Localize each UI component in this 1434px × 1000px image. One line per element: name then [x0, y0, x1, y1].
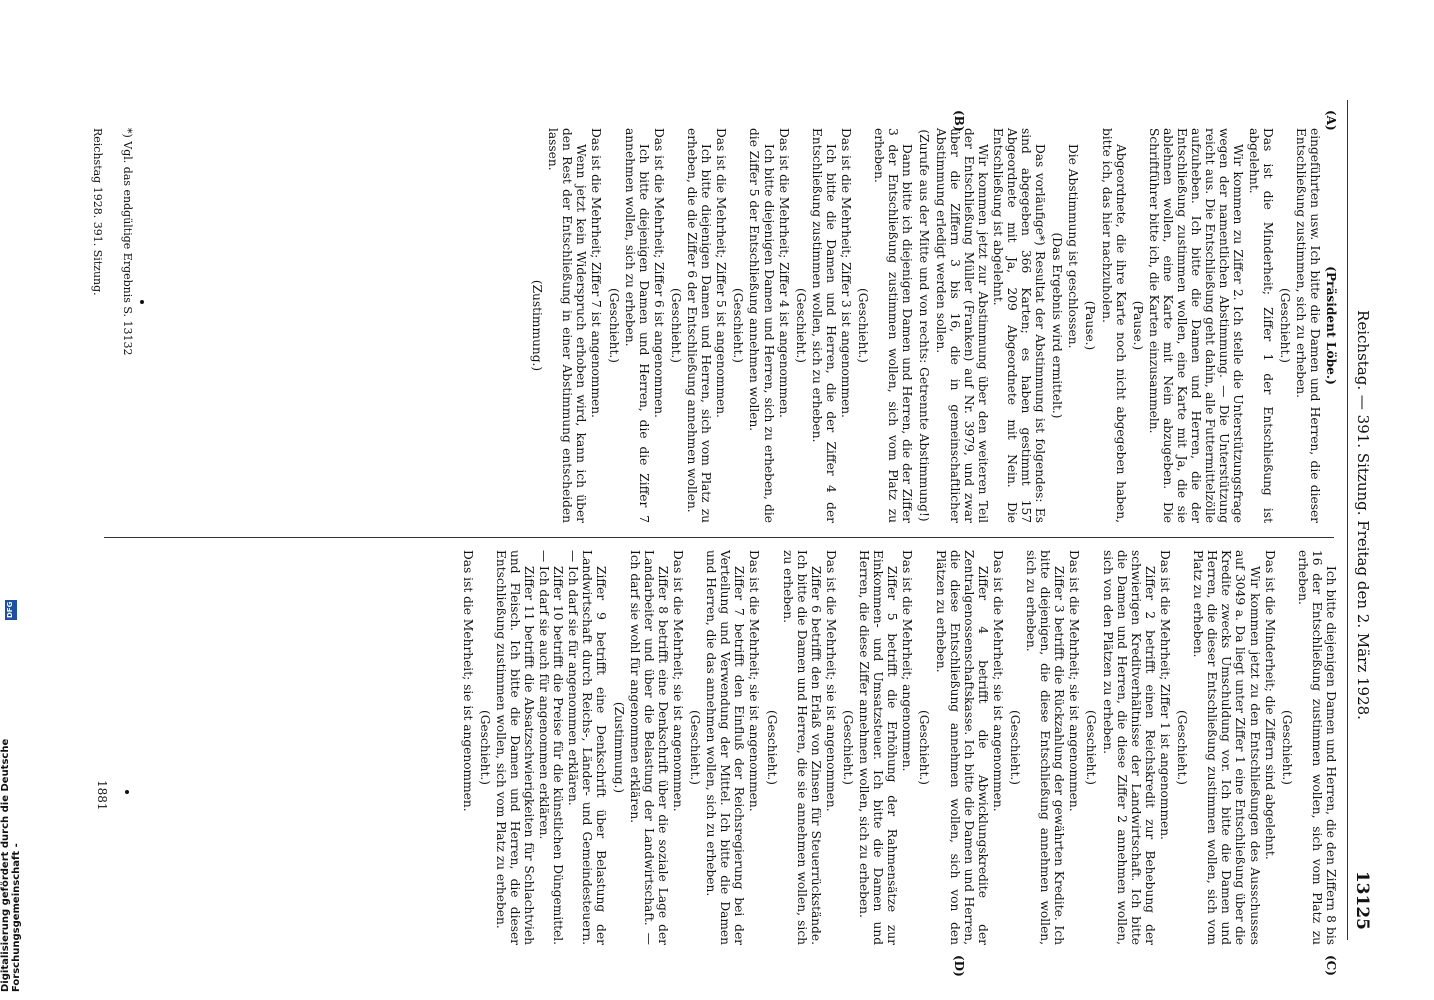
right-paragraph: Ziffer 8 betrifft eine Denkschrift über die soziale Lage der Landarbeiter und über die Belastung der Landwirtschaft. — Ich darf sie wohl für angenommen erklären. [627, 550, 670, 945]
left-paragraph: Das ist die Minderheit; Ziffer 1 der Entschließung ist abgelehnt. [1246, 128, 1275, 523]
left-paragraph: Das ist die Mehrheit; Ziffer 5 ist angenommen. [714, 128, 729, 418]
left-paragraph: Das ist die Mehrheit; Ziffer 3 ist angenommen. [839, 128, 853, 418]
footer-sheet-number: 1881 [95, 780, 109, 811]
left-text-column [527, 128, 1338, 523]
margin-marker-c: (C) [1324, 955, 1338, 976]
right-paragraph: Ziffer 9 betrifft eine Denkschrift über Belastung der Landwirtschaft durch Reichs-, Länder- und Gemeindesteuern. — Ich darf sie für angenommen erklären. [566, 550, 609, 945]
page-header [1350, 100, 1372, 930]
ink-dot [140, 300, 144, 304]
right-paragraph: Das ist die Mehrheit; sie ist angenommen. [823, 550, 838, 812]
left-stage-note: (Das Ergebnis wird ermittelt.) [1050, 232, 1065, 419]
page-number: 13125 [1352, 870, 1372, 930]
right-paragraph: Wir kommen jetzt zu den Entschließungen des Ausschusses auf 3049 a. Da liegt unter Ziffer 1 eine Entschließung über die Kredite zwecks Umschuldung vor. Ich bitte die Damen und Herren, die dieser Entschließung zustimmen wollen, sich vom Platz zu erheben. [1191, 550, 1262, 945]
right-paragraph: Ziffer 5 betrifft die Erhöhung der Rahmensätze zur Einkommen- und Umsatzsteuer. Ich bitte die Damen und Herren, die diese Ziffer annehmen wollen, sich zu erheben. [857, 550, 900, 945]
right-stage-note: (Geschieht.) [1008, 709, 1023, 786]
right-paragraph: Ziffer 4 betrifft die Abwicklungskredite der Zentralgenossenschaftskasse. Ich bitte die Damen und Herren, die diese Entschließung annehmen wollen, sich von den Plätzen zu erheben. [933, 550, 990, 945]
left-paragraph: Ich bitte die Damen und Herren, die der Ziffer 4 der Entschließung zustimmen wollen, sich zu erheben. [809, 128, 838, 523]
right-paragraph: Das ist die Mehrheit; angenommen. [900, 550, 915, 772]
left-speaker-label: (Präsident Löbe.) [1324, 266, 1338, 385]
left-paragraph: Wir kommen zu Ziffer 2. Ich stelle die Unterstützungsfrage wegen der namentlichen Abstimmung. — Die Unterstützung reicht aus. Die Entschließung geht dahin, alle Futtermittelzölle aufzuheben. Ich bitte die Damen und Herren, die der Entschließung zustimmen wollen, eine Karte mit Ja, die sie ablehnen wollen, eine Karte mit Nein abzugeben. Die Schriftführer bitte ich, die Karten einzusammeln. [1146, 128, 1246, 523]
left-stage-note: (Pause.) [1083, 300, 1098, 351]
left-stage-note: (Geschieht.) [668, 287, 683, 364]
right-stage-note: (Geschieht.) [1279, 709, 1294, 786]
right-paragraph: Ziffer 7 betrifft den Einfluß der Reichsregierung bei der Verteilung und Verwendung der Mittel. Ich bitte die Damen und Herren, die das annehmen wollen, sich zu erheben. [704, 550, 747, 945]
footnote: *) Vgl. das endgültige Ergebnis S. 13132 [121, 128, 134, 356]
left-stage-note: (Zustimmung.) [530, 279, 545, 372]
right-paragraph: Ziffer 2 betrifft einen Reichskredit zur Behebung der schwierigen Kreditverhältnisse der Landwirtschaft. Ich bitte die Damen und Herren, die diese Ziffer 2 annehmen wollen, sich von den Plätzen zu erheben. [1100, 550, 1157, 945]
dfg-logo: DFG [5, 600, 17, 620]
left-paragraph: Die Abstimmung ist geschlossen. [1066, 144, 1081, 349]
left-paragraph: Das ist die Mehrheit; Ziffer 7 ist angenommen. [589, 128, 604, 418]
right-paragraph: Ziffer 6 betrifft den Erlaß von Zinsen für Steuerrückstände. Ich bitte die Damen und Herren, die sie annehmen wollen, sich zu erheben. [780, 550, 823, 945]
right-paragraph: Das ist die Minderheit; die Ziffern sind abgelehnt. [1262, 550, 1277, 860]
ink-dot [125, 790, 129, 794]
header-title: Reichstag. — 391. Sitzung. Freitag den 2. März 1928. [1354, 310, 1372, 720]
left-stage-note: (Geschieht.) [793, 287, 808, 364]
header-rule [1347, 100, 1348, 940]
right-paragraph: Ich bitte diejenigen Damen und Herren, die den Ziffern 8 bis 16 der Entschließung zustimmen wollen, sich vom Platz zu erheben. [1295, 550, 1338, 945]
digitization-credit-text: Digitalisierung gefördert durch die Deutsche Forschungsgemeinschaft - [0, 738, 22, 992]
left-paragraph: Das ist die Mehrheit; Ziffer 6 ist angenommen. [651, 128, 666, 418]
right-paragraph: Das ist die Mehrheit; sie ist angenommen. [670, 550, 685, 812]
left-paragraph: Dann bitte ich diejenigen Damen und Herren, die der Ziffer 3 der Entschließung zustimmen wollen, sich vom Platz zu erheben. [872, 128, 915, 523]
column-divider [104, 537, 1334, 538]
right-stage-note: (Geschieht.) [1084, 709, 1099, 786]
left-paragraph: Das vorläufige*) Resultat der Abstimmung ist folgendes: Es sind abgegeben 366 Karten; es haben gestimmt 157 Abgeordnete mit Ja, 209 Abgeordnete mit Nein. Die Entschließung ist abgelehnt. [990, 128, 1048, 523]
footer-session: Reichstag 1928. 391. Sitzung. [91, 128, 104, 296]
margin-marker-d: (D) [952, 955, 966, 977]
right-stage-note: (Geschieht.) [1175, 709, 1190, 786]
left-stage-note: (Geschieht.) [606, 287, 621, 364]
right-stage-note: (Geschieht.) [764, 709, 779, 786]
left-paragraph: eingeführten usw. Ich bitte die Damen und Herren, die dieser Entschließung zustimmen, sich zu erheben. [1293, 128, 1322, 523]
left-stage-note: (Zurufe aus der Mitte und von rechts: Getrennte Abstimmung!) [917, 129, 932, 522]
left-paragraph: Ich bitte diejenigen Damen und Herren, die die Ziffer 7 annehmen wollen, sich zu erheben. [622, 128, 651, 523]
left-stage-note: (Geschieht.) [1277, 287, 1292, 364]
right-paragraph: Ziffer 11 betrifft die Absatzschwierigkeiten für Schlachtvieh und Fleisch. Ich bitte die Damen und Herren, die dieser Entschließung zustimmen wollen, sich vom Platz zu erheben. [493, 550, 537, 945]
right-stage-note: (Zustimmung.) [611, 701, 626, 794]
left-stage-note: (Pause.) [1130, 300, 1145, 351]
right-paragraph: Das ist die Mehrheit; sie ist angenommen. [1067, 550, 1082, 812]
left-paragraph: Ich bitte diejenigen Damen und Herren, sich zu erheben, die die Ziffer 5 der Entschließung annehmen wollen. [747, 128, 776, 523]
margin-marker-a: (A) [1324, 110, 1338, 131]
right-paragraph: Das ist die Mehrheit; sie ist angenommen. [747, 550, 762, 812]
right-paragraph: Das ist die Mehrheit; Ziffer 1 ist angenommen. [1157, 550, 1172, 840]
left-paragraph: Abgeordnete, die ihre Karte noch nicht abgegeben haben, bitte ich, das hier nachzuholen. [1099, 128, 1128, 523]
right-stage-note: (Geschieht.) [917, 709, 932, 786]
left-stage-note: (Geschieht.) [856, 287, 871, 364]
left-paragraph: Wir kommen jetzt zur Abstimmung über den weiteren Teil der Entschließung Müller (Franken) auf Nr. 3979, und zwar über die Ziffern 3 bis 16, die in gemeinschaftlicher Abstimmung erledigt werden sollen. [933, 128, 990, 523]
right-text-column [460, 550, 1338, 945]
right-paragraph: Ziffer 10 betrifft die Preise für die künstlichen Düngemittel. — Ich darf sie auch für angenommen erklären. [537, 550, 566, 945]
margin-marker-b: (B) [952, 110, 966, 132]
right-stage-note: (Geschieht.) [841, 709, 855, 786]
left-paragraph: Wenn jetzt kein Widerspruch erhoben wird, kann ich über den Rest der Entschließung in einer Abstimmung entscheiden lassen. [546, 128, 589, 523]
digitization-credit-strip [0, 600, 22, 992]
left-paragraph: Ich bitte diejenigen Damen und Herren, sich vom Platz zu erheben, die die Ziffer 6 der Entschließung annehmen wollen. [685, 128, 714, 523]
right-stage-note: (Geschieht.) [688, 709, 703, 786]
right-stage-note: (Geschieht.) [477, 709, 492, 786]
right-paragraph: Das ist die Mehrheit; sie ist angenommen. [990, 550, 1005, 812]
right-paragraph: Das ist die Mehrheit; sie ist angenommen. [460, 550, 475, 812]
right-paragraph: Ziffer 3 betrifft die Rückzahlung der gewährten Kredite. Ich bitte diejenigen, die diese Entschließung annehmen wollen, sich zu erheben. [1024, 550, 1067, 945]
left-paragraph: Das ist die Mehrheit; Ziffer 4 ist angenommen. [776, 128, 791, 418]
left-stage-note: (Geschieht.) [731, 287, 746, 364]
